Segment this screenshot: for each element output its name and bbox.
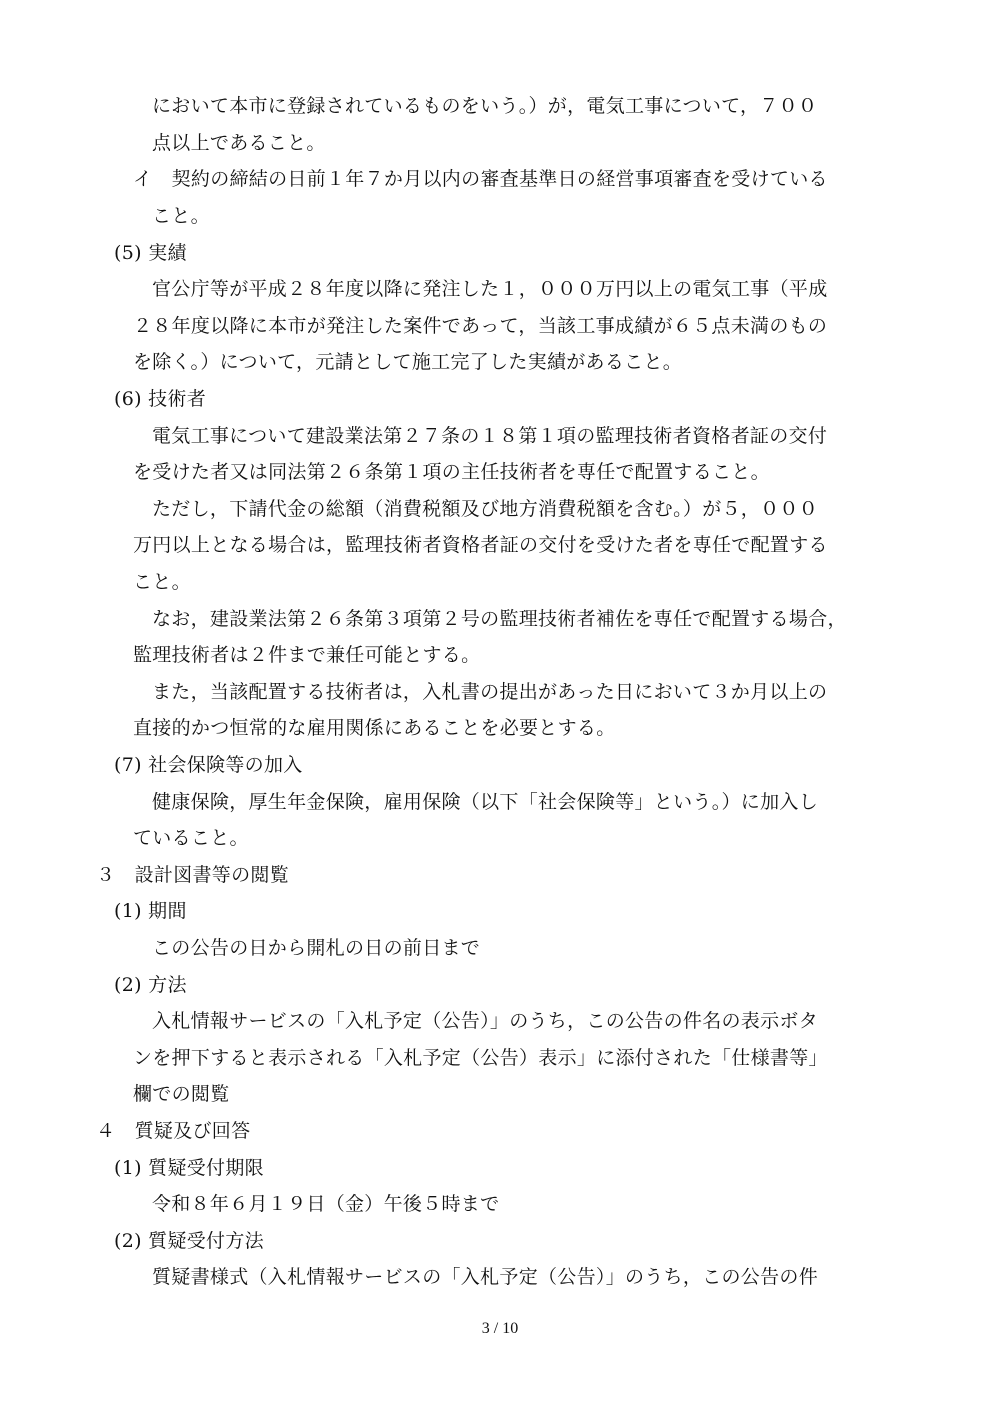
text-line: 点以上であること。	[152, 132, 326, 154]
text-line: を除く。）について，元請として施工完了した実績があること。	[133, 351, 683, 373]
text-line: この公告の日から開札の日の前日まで	[152, 937, 481, 959]
text-line: 入札情報サービスの「入札予定（公告）」のうち，この公告の件名の表示ボタ	[152, 1010, 819, 1032]
text-line: 官公庁等が平成２８年度以降に発注した１，０００万円以上の電気工事（平成	[152, 278, 828, 300]
page-number: 3 / 10	[481, 1320, 519, 1337]
text-line: ンを押下すると表示される「入札予定（公告）表示」に添付された「仕様書等」	[133, 1047, 828, 1069]
text-line: なお，建設業法第２６条第３項第２号の監理技術者補佐を専任で配置する場合，	[152, 608, 847, 630]
text-line: 健康保険，厚生年金保険，雇用保険（以下「社会保険等」という。）に加入し	[152, 791, 819, 813]
section-heading-2: (2) 方法	[114, 974, 187, 996]
list-item-i: イ 契約の締結の日前１年７か月以内の審査基準日の経営事項審査を受けている	[133, 168, 828, 190]
section-heading-5: (5) 実績	[114, 242, 187, 264]
text-line: ていること。	[133, 827, 249, 849]
section-heading-1: (1) 期間	[114, 900, 187, 922]
text-line: 電気工事について建設業法第２７条の１８第１項の監理技術者資格者証の交付	[152, 425, 828, 447]
text-line: 質疑書様式（入札情報サービスの「入札予定（公告）」のうち，この公告の件	[152, 1266, 819, 1288]
text-line: において本市に登録されているものをいう。）が，電気工事について，７００	[152, 95, 818, 117]
chapter-heading-4: ４ 質疑及び回答	[96, 1120, 251, 1142]
section-heading-1: (1) 質疑受付期限	[114, 1157, 264, 1179]
text-line: 監理技術者は２件まで兼任可能とする。	[133, 644, 481, 666]
text-line: こと。	[152, 205, 210, 227]
text-line: ただし，下請代金の総額（消費税額及び地方消費税額を含む。）が５，０００	[152, 498, 819, 520]
text-line: 令和８年６月１９日（金）午後５時まで	[152, 1193, 500, 1215]
text-line: 万円以上となる場合は，監理技術者資格者証の交付を受けた者を専任で配置する	[133, 534, 828, 556]
text-line: こと。	[133, 571, 191, 593]
section-heading-6: (6) 技術者	[114, 388, 207, 410]
text-line: を受けた者又は同法第２６条第１項の主任技術者を専任で配置すること。	[133, 461, 770, 483]
section-heading-7: (7) 社会保険等の加入	[114, 754, 303, 776]
text-line: 直接的かつ恒常的な雇用関係にあることを必要とする。	[133, 717, 616, 739]
section-heading-2: (2) 質疑受付方法	[114, 1230, 264, 1252]
text-line: 欄での閲覧	[133, 1083, 230, 1105]
chapter-heading-3: ３ 設計図書等の閲覧	[96, 864, 290, 886]
text-line: また，当該配置する技術者は，入札書の提出があった日において３か月以上の	[152, 681, 828, 703]
text-line: ２８年度以降に本市が発注した案件であって，当該工事成績が６５点未満のもの	[133, 315, 828, 337]
